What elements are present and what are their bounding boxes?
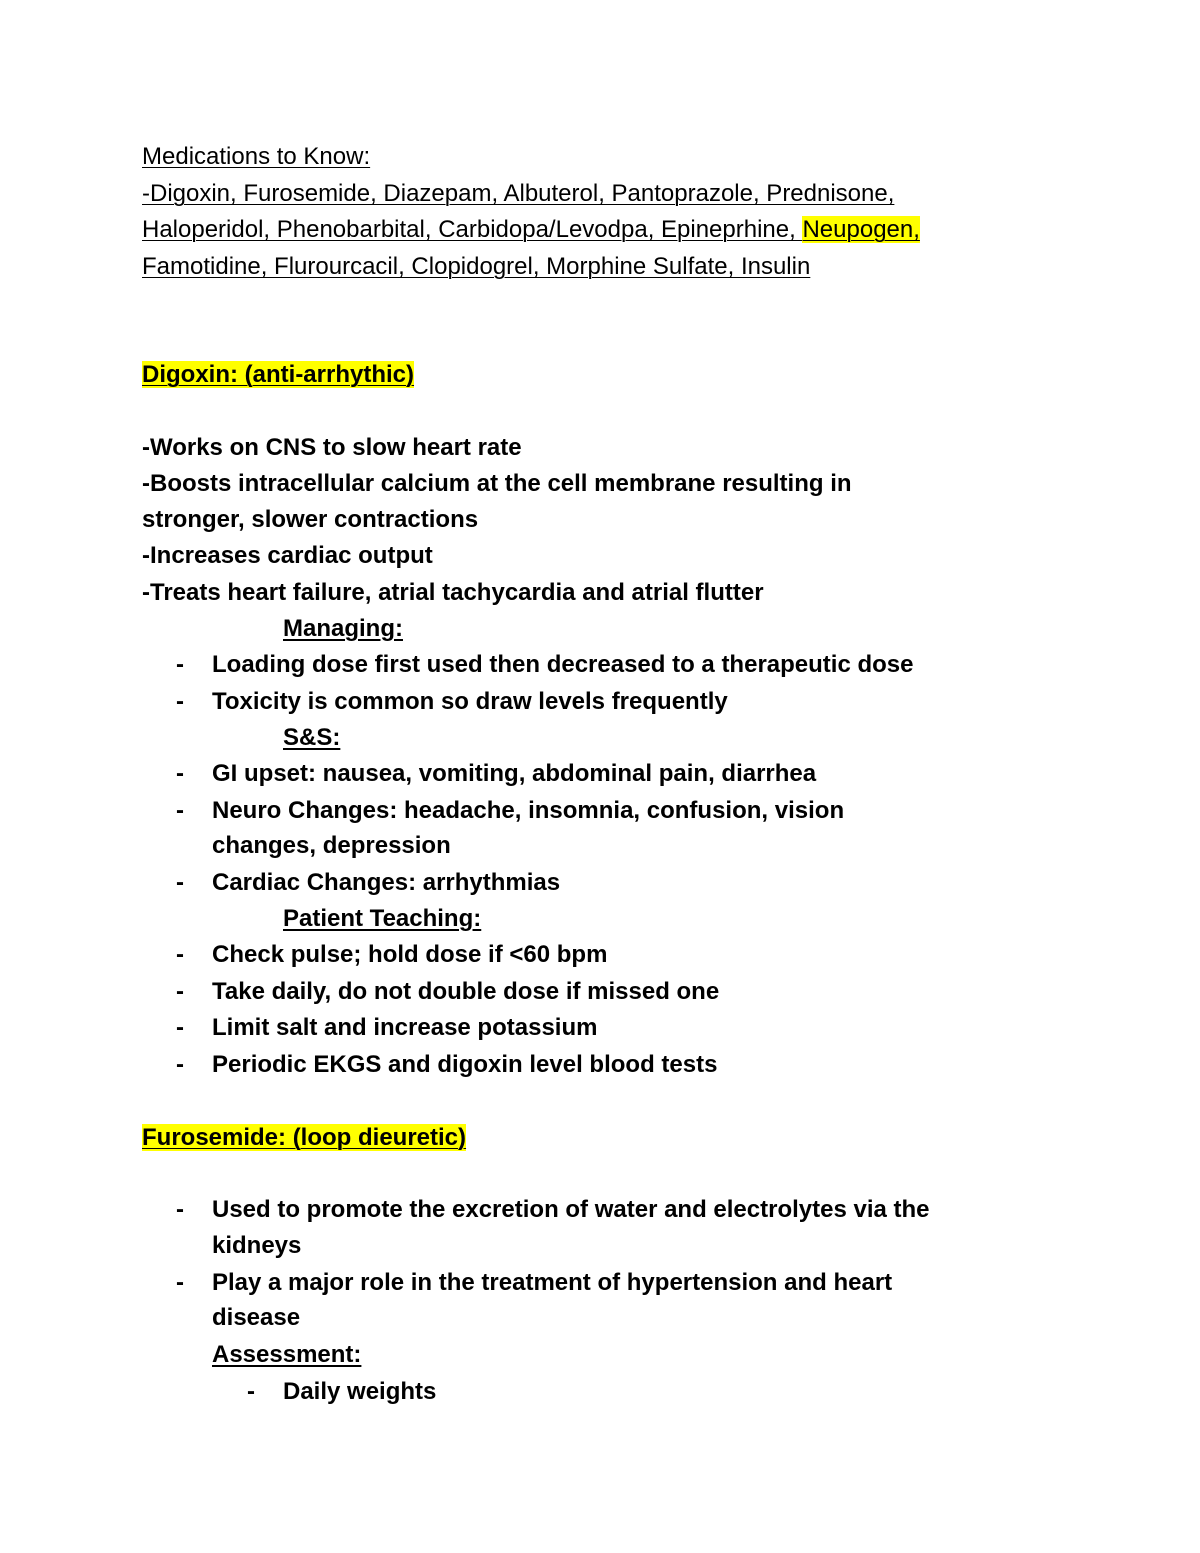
intro-line-1: -Digoxin, Furosemide, Diazepam, Albuterol, Pantoprazole, Prednisone, [142,180,895,207]
intro-heading: Medications to Know: [142,143,371,170]
digoxin-point-4: -Treats heart failure, atrial tachycardia and atrial flutter [142,579,764,606]
intro-line-2 [142,215,920,245]
assessment-item-1: Daily weights [283,1378,437,1405]
bullet-dash: - [176,651,184,678]
bullet-dash: - [176,1051,184,1078]
managing-heading: Managing: [283,615,403,642]
digoxin-point-2-cont: stronger, slower contractions [142,506,479,533]
sns-item-2-cont: changes, depression [212,832,451,859]
teaching-item-2: Take daily, do not double dose if missed one [212,978,720,1005]
digoxin-title [142,360,414,390]
digoxin-point-3: -Increases cardiac output [142,542,433,569]
furosemide-item-2-cont: disease [212,1304,301,1331]
bullet-dash: - [176,1014,184,1041]
furosemide-item-2: Play a major role in the treatment of hypertension and heart [212,1269,893,1296]
digoxin-point-2: -Boosts intracellular calcium at the cell membrane resulting in [142,470,852,497]
bullet-dash: - [176,869,184,896]
bullet-dash: - [176,760,184,787]
sns-item-2: Neuro Changes: headache, insomnia, confusion, vision [212,797,845,824]
bullet-dash: - [176,941,184,968]
managing-item-2: Toxicity is common so draw levels frequently [212,688,728,715]
sns-item-1: GI upset: nausea, vomiting, abdominal pain, diarrhea [212,760,817,787]
teaching-heading: Patient Teaching: [283,905,482,932]
bullet-dash: - [176,797,184,824]
highlighted-med: Neupogen, [802,216,920,243]
bullet-dash: - [176,688,184,715]
sns-item-3: Cardiac Changes: arrhythmias [212,869,561,896]
bullet-dash: - [176,978,184,1005]
assessment-heading: Assessment: [212,1341,362,1368]
intro-line-3: Famotidine, Flurourcacil, Clopidogrel, Morphine Sulfate, Insulin [142,253,811,280]
intro-line-2-text: Haloperidol, Phenobarbital, Carbidopa/Levodpa, Epineprhine, [142,216,803,243]
furosemide-item-1-cont: kidneys [212,1232,302,1259]
teaching-item-1: Check pulse; hold dose if <60 bpm [212,941,608,968]
furosemide-title-text: Furosemide: (loop dieuretic) [142,1124,467,1151]
furosemide-item-1: Used to promote the excretion of water and electrolytes via the [212,1196,930,1223]
bullet-dash: - [176,1269,184,1296]
bullet-dash: - [247,1378,255,1405]
managing-item-1: Loading dose first used then decreased to a therapeutic dose [212,651,914,678]
furosemide-title [142,1123,466,1153]
sns-heading: S&S: [283,724,341,751]
teaching-item-3: Limit salt and increase potassium [212,1014,598,1041]
digoxin-title-text: Digoxin: (anti-arrhythic) [142,361,415,388]
teaching-item-4: Periodic EKGS and digoxin level blood tests [212,1051,718,1078]
bullet-dash: - [176,1196,184,1223]
digoxin-point-1: -Works on CNS to slow heart rate [142,434,522,461]
